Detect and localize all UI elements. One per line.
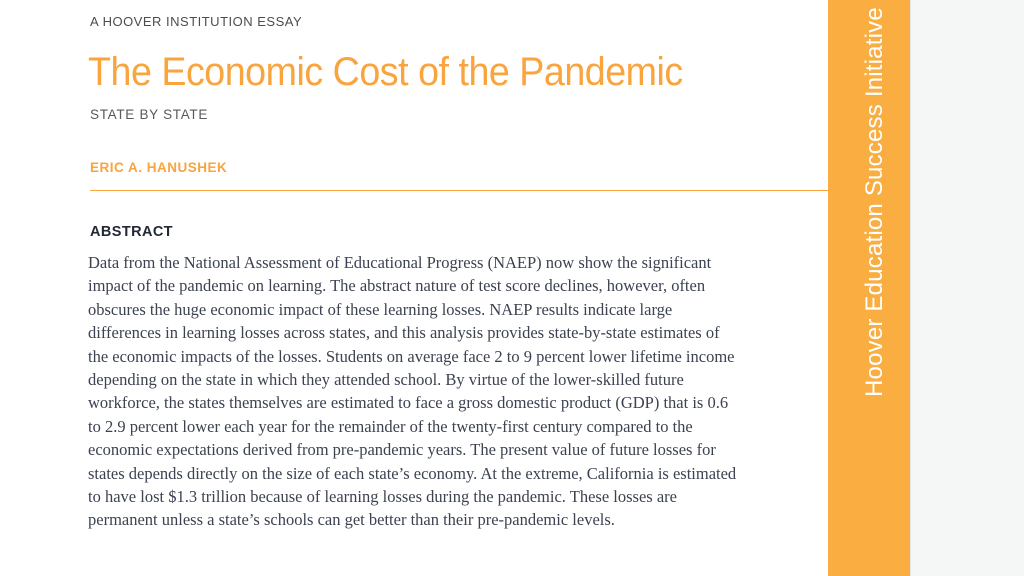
divider-rule [90, 190, 828, 191]
eyebrow-label: A HOOVER INSTITUTION ESSAY [90, 14, 303, 29]
essay-subtitle: STATE BY STATE [90, 107, 209, 122]
right-gutter [910, 0, 1024, 576]
abstract-heading: ABSTRACT [90, 224, 173, 240]
initiative-vertical-label: Hoover Education Success Initiative [861, 7, 888, 397]
essay-title: The Economic Cost of the Pandemic [88, 50, 683, 94]
author-name: ERIC A. HANUSHEK [90, 160, 228, 175]
abstract-text: Data from the National Assessment of Educational Progress (NAEP) now show the significant impact of the pandemic on learning. The abstract nature of test score declines, however, often obscures the huge economic impact of these learning losses. NAEP results indicate large differences in learning losses across states, and this analysis provides state-by-state estimates of the economic impacts of the losses. Students on average face 2 to 9 percent lower lifetime income depending on the state in which they attended school. By virtue of the lower-skilled future workforce, the states themselves are estimated to face a gross domestic product (GDP) that is 0.6 to 2.9 percent lower each year for the remainder of the twenty-first century compared to the economic expectations derived from pre-pandemic years. The present value of future losses for states depends directly on the size of each state’s economy. At the extreme, California is estimated to have lost $1.3 trillion because of learning losses during the pandemic. These losses are permanent unless a state’s schools can get better than their pre-pandemic levels. [88, 253, 737, 530]
